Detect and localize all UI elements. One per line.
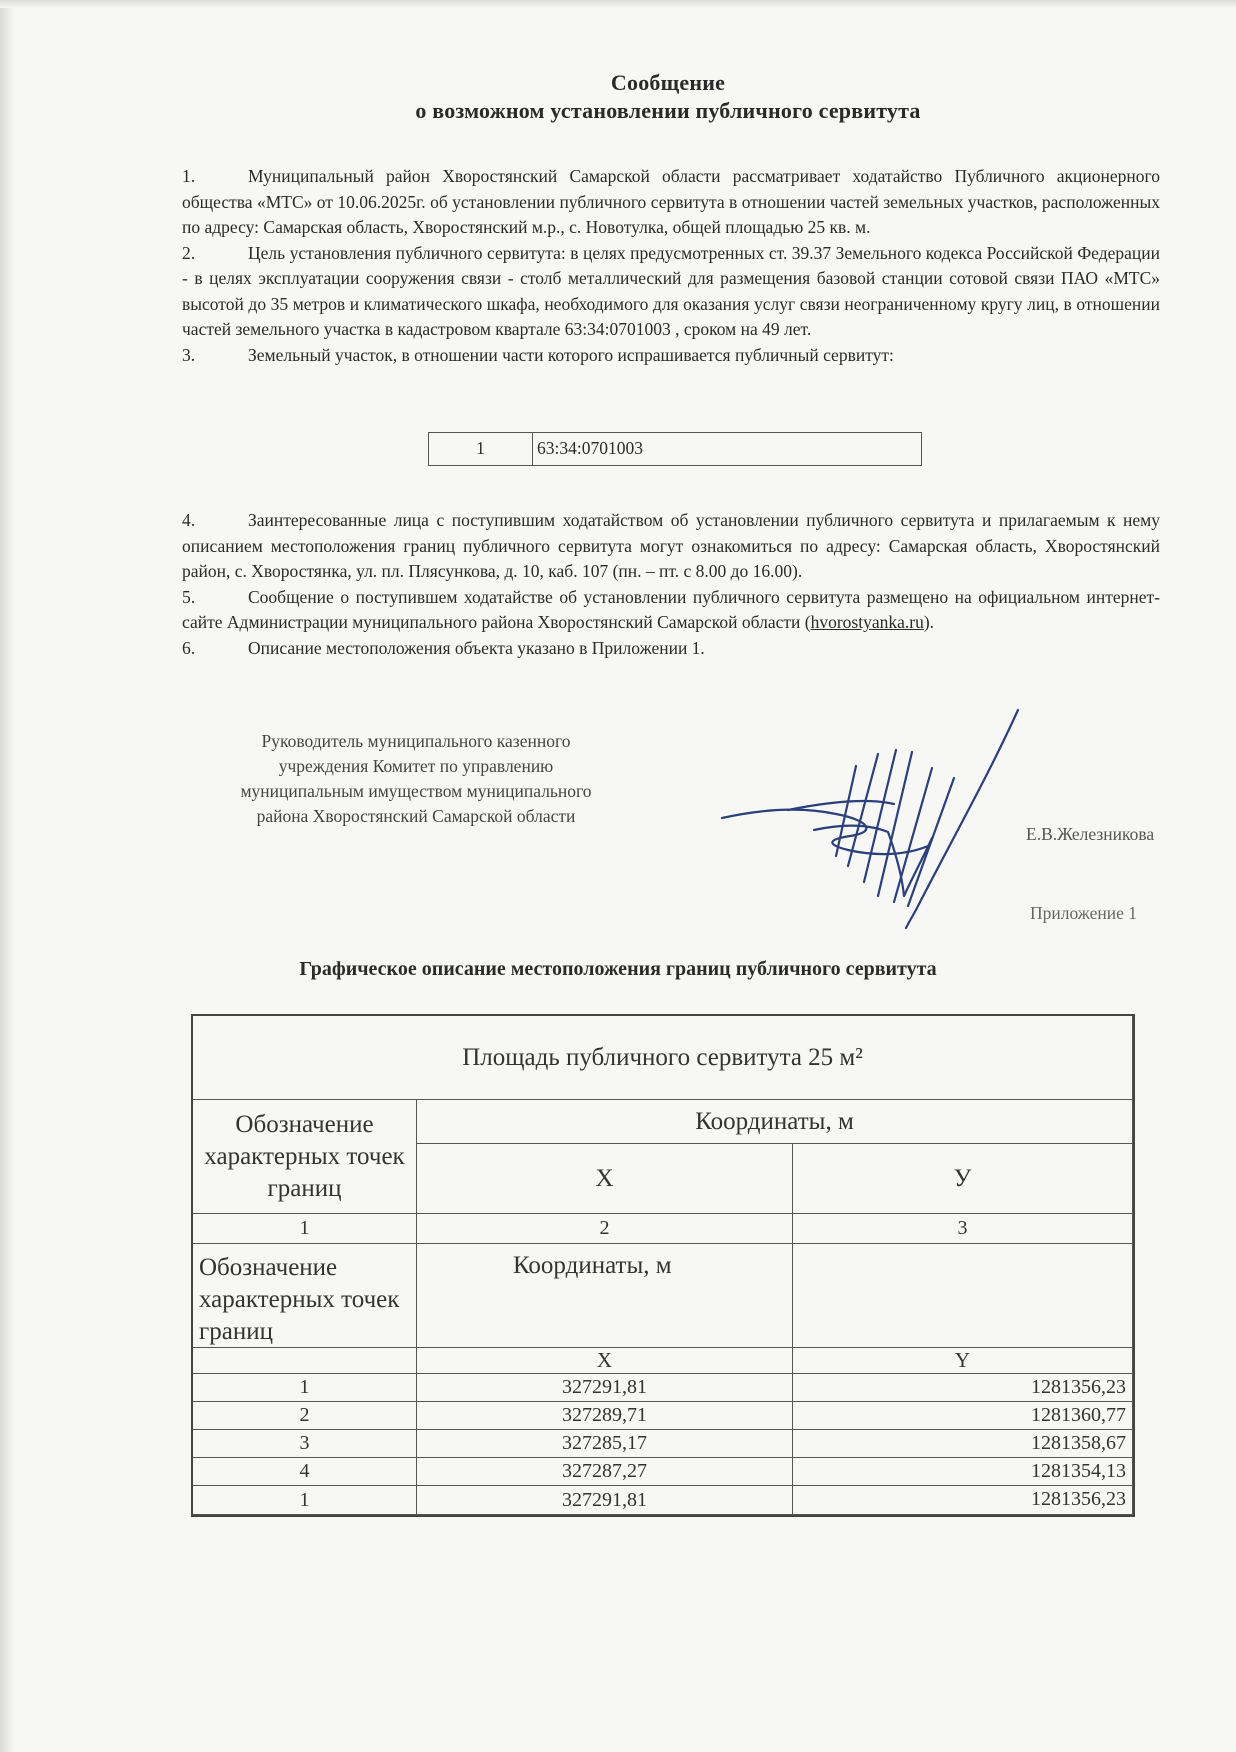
x-column-header: X <box>417 1144 793 1214</box>
empty-header-cell <box>793 1244 1133 1348</box>
item-text-end: ). <box>923 612 935 632</box>
column-number: 1 <box>193 1214 417 1244</box>
row-point: 1 <box>193 1374 417 1402</box>
notice-items-top <box>182 164 1160 368</box>
column-number: 3 <box>793 1214 1133 1244</box>
signer-line: учреждения Комитет по управлению <box>278 756 554 776</box>
row-y: 1281354,13 <box>793 1458 1133 1486</box>
item-text: Земельный участок, в отношении части которого испрашивается публичный сервитут: <box>248 344 894 365</box>
graphic-description-title: Графическое описание местоположения границ публичного сервитута <box>299 958 937 980</box>
notice-item <box>182 508 1160 585</box>
row-y: 1281360,77 <box>793 1402 1133 1430</box>
parcel-index: 1 <box>429 433 533 465</box>
empty-header-cell <box>193 1348 417 1374</box>
item-number: 3. <box>182 344 196 365</box>
signer-position <box>196 729 636 829</box>
row-x: 327285,17 <box>417 1430 793 1458</box>
item-text: Описание местоположения объекта указано в Приложении 1. <box>248 637 705 658</box>
notice-item <box>182 636 1160 662</box>
item-text: Цель установления публичного сервитута: в целях предусмотренных ст. 39.37 Земельного кодекса Российской Федерации - в целях эксплуатации сооружения связи - столб металлический для размещения базовой станции сотовой связи ПАО «МТС» высотой до 35 метров и климатического шкафа, необходимого для оказания услуг связи неограниченному кругу лиц, в отношении частей земельного участка в кадастровом квартале 63:34:0701003 , сроком на 49 лет. <box>182 242 1160 339</box>
signer-name: Е.В.Железникова <box>1026 824 1155 844</box>
notice-item <box>182 241 1160 343</box>
website-link[interactable]: hvorostyanka.ru <box>810 612 924 632</box>
notice-item <box>182 585 1160 636</box>
y-column-header-2: Y <box>793 1348 1133 1374</box>
parcel-cadastral-number: 63:34:0701003 <box>537 438 643 458</box>
row-x: 327287,27 <box>417 1458 793 1486</box>
appendix-label: Приложение 1 <box>1030 903 1138 923</box>
row-y: 1281358,67 <box>793 1430 1133 1458</box>
notice-title: Сообщение <box>610 70 726 95</box>
row-point: 2 <box>193 1402 417 1430</box>
notice-item <box>182 343 1160 369</box>
signer-line: муниципальным имуществом муниципального <box>240 781 592 801</box>
row-y: 1281356,23 <box>793 1486 1133 1515</box>
coordinates-header: Координаты, м <box>417 1100 1133 1144</box>
item-number: 2. <box>182 242 196 263</box>
notice-item <box>182 164 1160 241</box>
points-column-header: Обозначение характерных точек границ <box>193 1100 417 1214</box>
item-number: 6. <box>182 637 196 658</box>
row-point: 1 <box>193 1486 417 1515</box>
signer-line: Руководитель муниципального казенного <box>261 731 571 751</box>
item-text: Сообщение о поступившем ходатайстве об установлении публичного сервитута размещено на официальном интернет-сайте Администрации муниципального района Хворостянский Самарской области ( <box>182 586 1160 632</box>
handwritten-signature <box>718 706 1070 936</box>
scan-edge-shadow <box>0 0 14 1752</box>
y-column-header: У <box>793 1144 1133 1214</box>
signer-line: района Хворостянский Самарской области <box>256 806 576 826</box>
row-y: 1281356,23 <box>793 1374 1133 1402</box>
item-number: 1. <box>182 166 196 186</box>
parcel-table <box>428 432 922 466</box>
notice-items-bottom <box>182 508 1160 661</box>
notice-subtitle: о возможном установлении публичного сервитута <box>415 98 921 123</box>
item-text: Муниципальный район Хворостянский Самарской области рассматривает ходатайство Публичного акционерного общества «МТС» от 10.06.2025г. об установлении публичного сервитута в отношении частей земельных участков, расположенных по адресу: Самарская область, Хворостянский м.р., с. Новотулка, общей площадью 25 кв. м. <box>182 166 1160 237</box>
item-number: 4. <box>182 510 196 530</box>
row-x: 327289,71 <box>417 1402 793 1430</box>
coordinates-table <box>191 1014 1135 1517</box>
row-x: 327291,81 <box>417 1486 793 1515</box>
x-column-header-2: X <box>417 1348 793 1374</box>
item-number: 5. <box>182 586 196 607</box>
row-point: 3 <box>193 1430 417 1458</box>
item-text: Заинтересованные лица с поступившим ходатайством об установлении публичного сервитута и прилагаемым к нему описанием местоположения границ публичного сервитута могут ознакомиться по адресу: Самарская область, Хворостянский район, с. Хворостянка, ул. пл. Плясункова, д. 10, каб. 107 (пн. – пт. с 8.00 до 16.00). <box>182 510 1160 581</box>
row-point: 4 <box>193 1458 417 1486</box>
coordinates-header-2: Координаты, м <box>417 1244 793 1348</box>
points-column-header-2: Обозначение характерных точек границ <box>193 1244 417 1348</box>
area-header: Площадь публичного сервитута 25 м² <box>193 1016 1133 1100</box>
row-x: 327291,81 <box>417 1374 793 1402</box>
scan-top-shadow <box>0 0 1236 8</box>
column-number: 2 <box>417 1214 793 1244</box>
